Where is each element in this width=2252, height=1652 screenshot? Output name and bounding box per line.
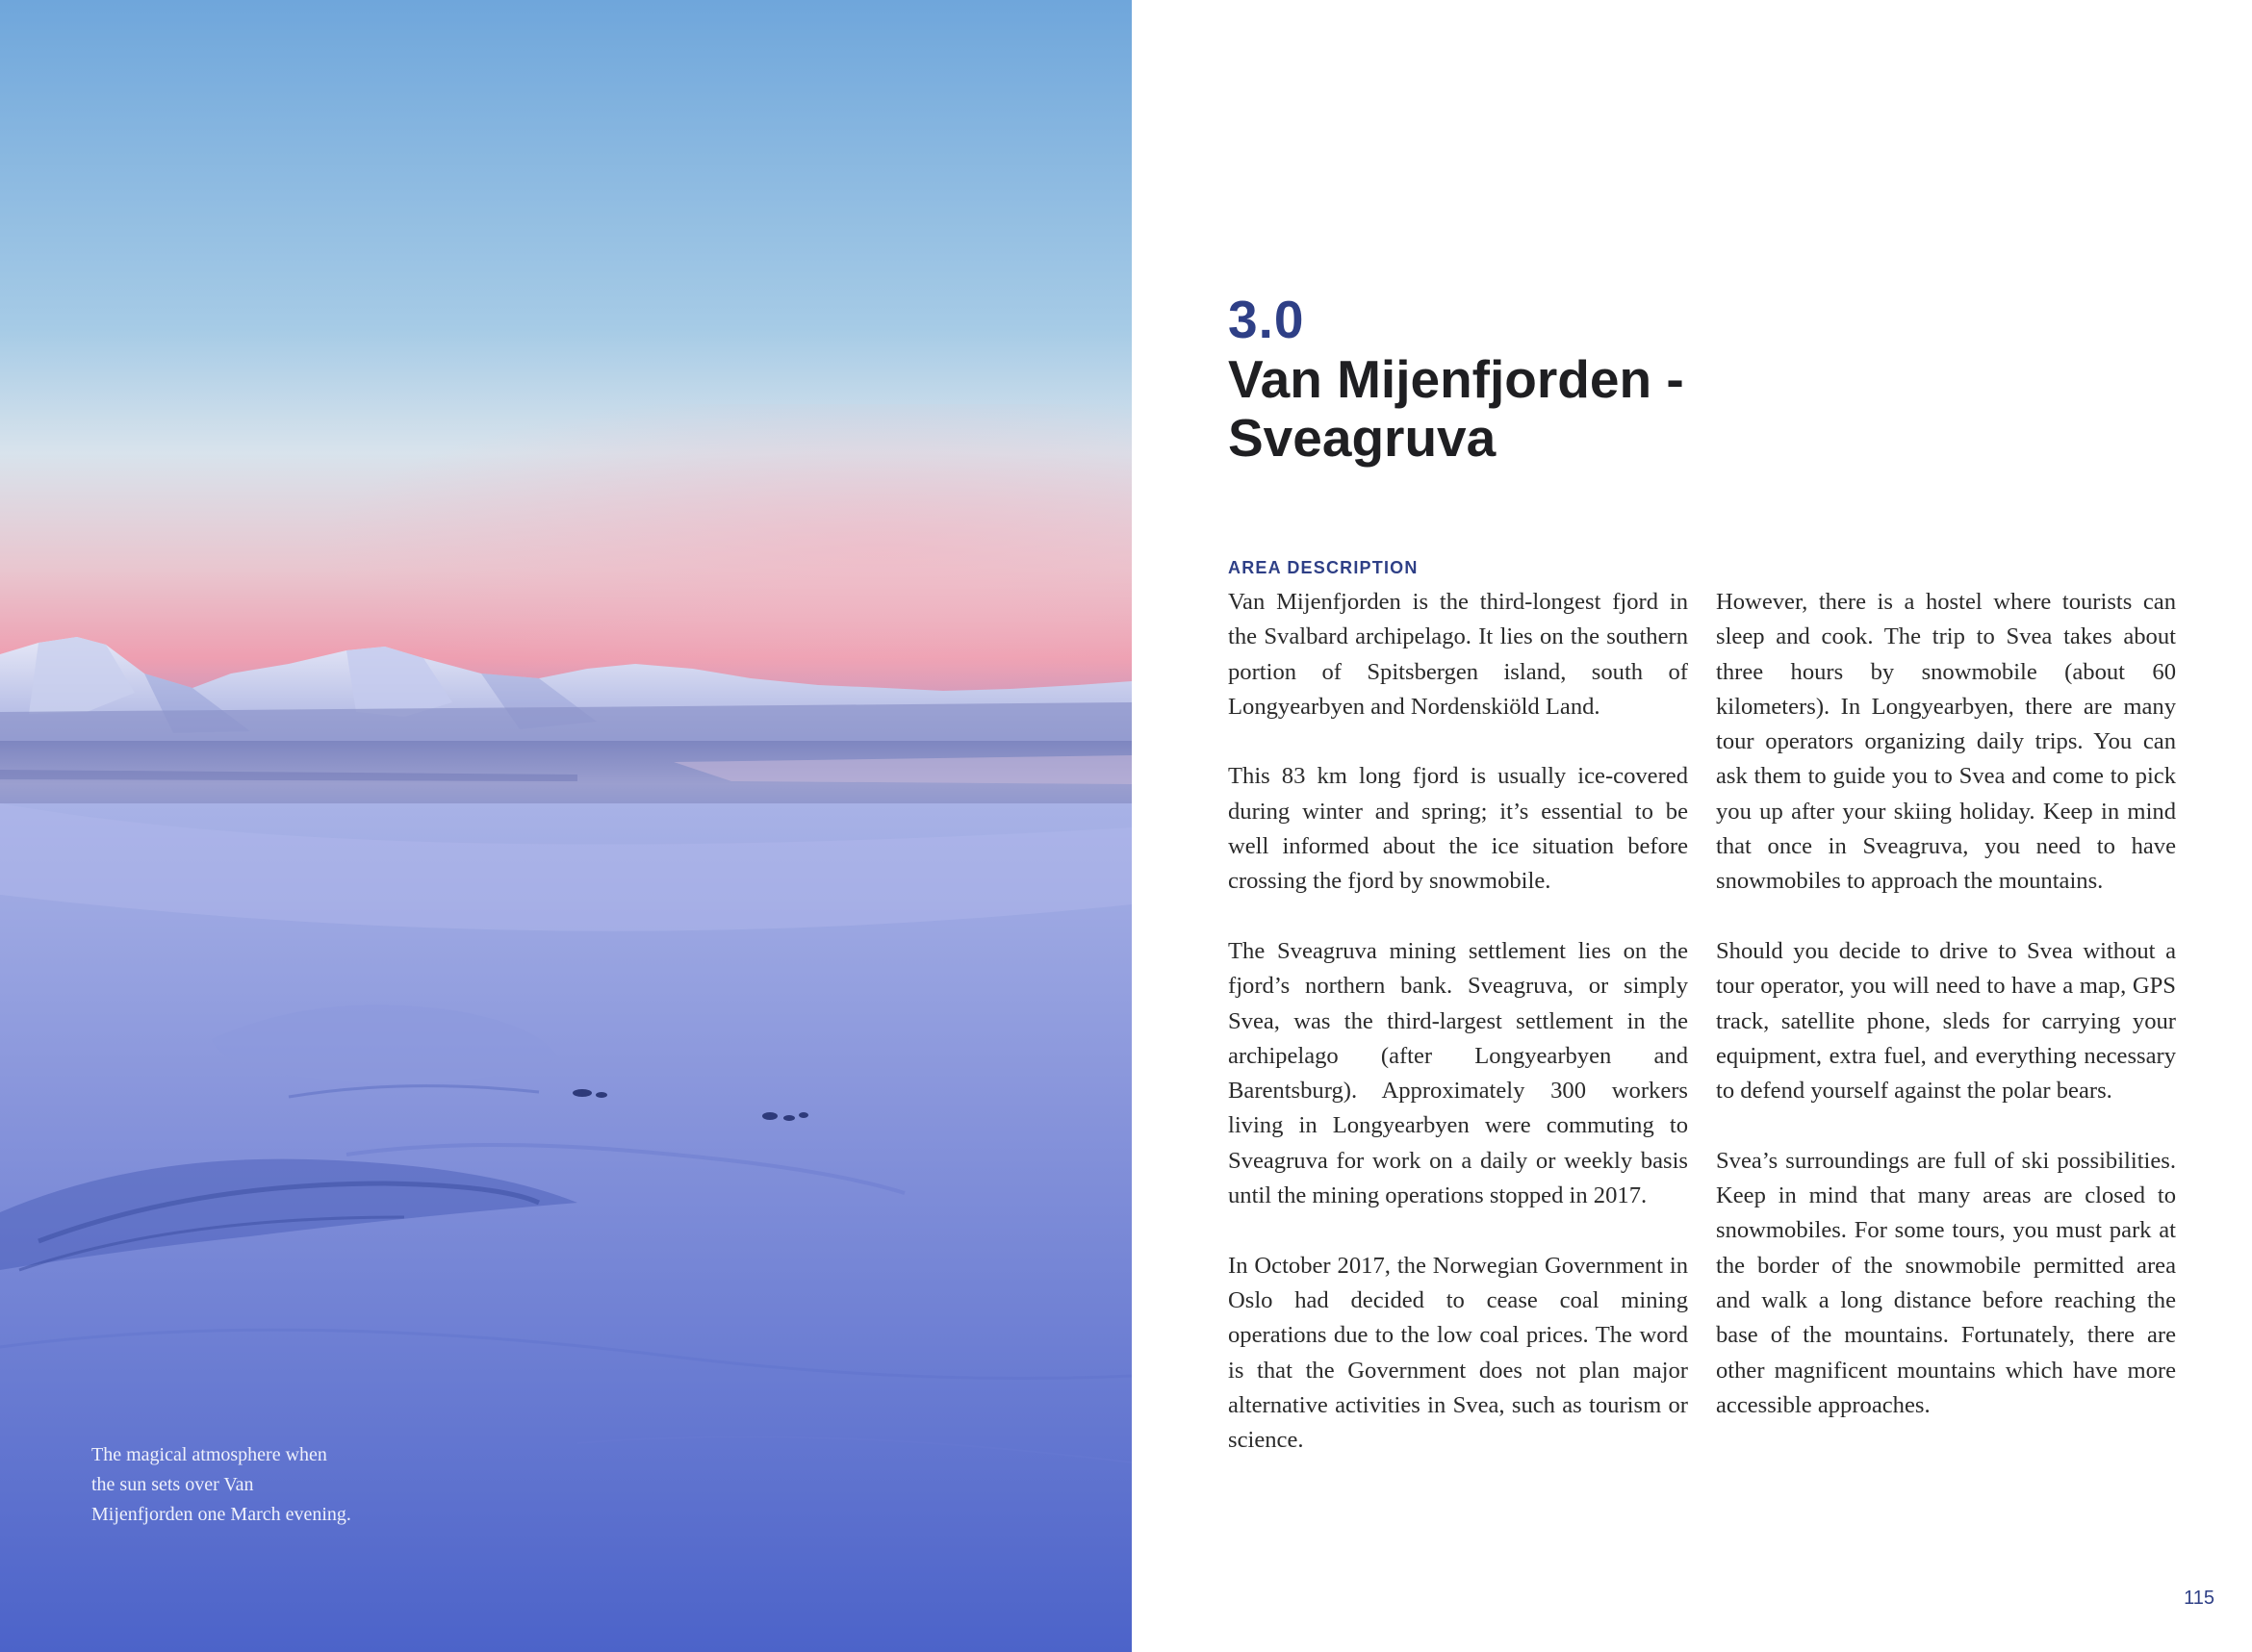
right-column xyxy=(1716,585,2176,1458)
paragraph: The Sveagruva mining settlement lies on the fjord’s northern bank. Sveagruva, or simply Svea, was the third-largest settlement in the archipelago (after Longyearbyen and Barentsburg). Approximately 300 workers living in Longyearbyen were commuting to Sveagruva for work on a daily or weekly basis until the mining operations stopped in 2017. xyxy=(1228,937,1688,1209)
paragraph: Van Mijenfjorden is the third-longest fjord in the Svalbard archipelago. It lies on the southern portion of Spitsbergen island, south of Longyearbyen and Nordenskiöld Land. xyxy=(1228,589,1688,720)
photo-caption: The magical atmosphere when the sun sets over Van Mijenfjorden one March evening. xyxy=(91,1444,351,1525)
chapter-heading xyxy=(1228,289,1767,468)
chapter-title: Van Mijenfjorden - Sveagruva xyxy=(1228,349,1684,468)
chapter-number: 3.0 xyxy=(1228,290,1305,349)
page-number: 115 xyxy=(2184,1588,2214,1609)
text-page xyxy=(1132,0,2252,1652)
paragraph: However, there is a hostel where tourists can sleep and cook. The trip to Svea takes about three hours by snowmobile (about 60 kilometers). In Longyearbyen, there are many tour operators organizing daily trips. You can ask them to guide you to Svea and come to pick you up after your skiing holiday. Keep in mind that once in Sveagruva, you need to have snowmobiles to approach the mountains. xyxy=(1716,589,2176,895)
left-column xyxy=(1228,585,1688,1493)
paragraph: This 83 km long fjord is usually ice-covered during winter and spring; it’s essential to be well informed about the ice situation before crossing the fjord by snowmobile. xyxy=(1228,763,1688,895)
paragraph: Should you decide to drive to Svea without a tour operator, you will need to have a map, GPS track, satellite phone, sleds for carrying your equipment, extra fuel, and everything necessary to defend yourself against the polar bears. xyxy=(1716,937,2176,1105)
section-label: AREA DESCRIPTION xyxy=(1228,558,1419,577)
paragraph: In October 2017, the Norwegian Government in Oslo had decided to cease coal mining operations due to the low coal prices. The word is that the Government does not plan major alternative activities in Svea, such as tourism or science. xyxy=(1228,1252,1688,1454)
paragraph: Svea’s surroundings are full of ski possibilities. Keep in mind that many areas are closed to snowmobiles. For some tours, you must park at the border of the snowmobile permitted area and walk a long distance before reaching the base of the mountains. Fortunately, there are other magnificent mountains which have more accessible approaches. xyxy=(1716,1147,2176,1418)
